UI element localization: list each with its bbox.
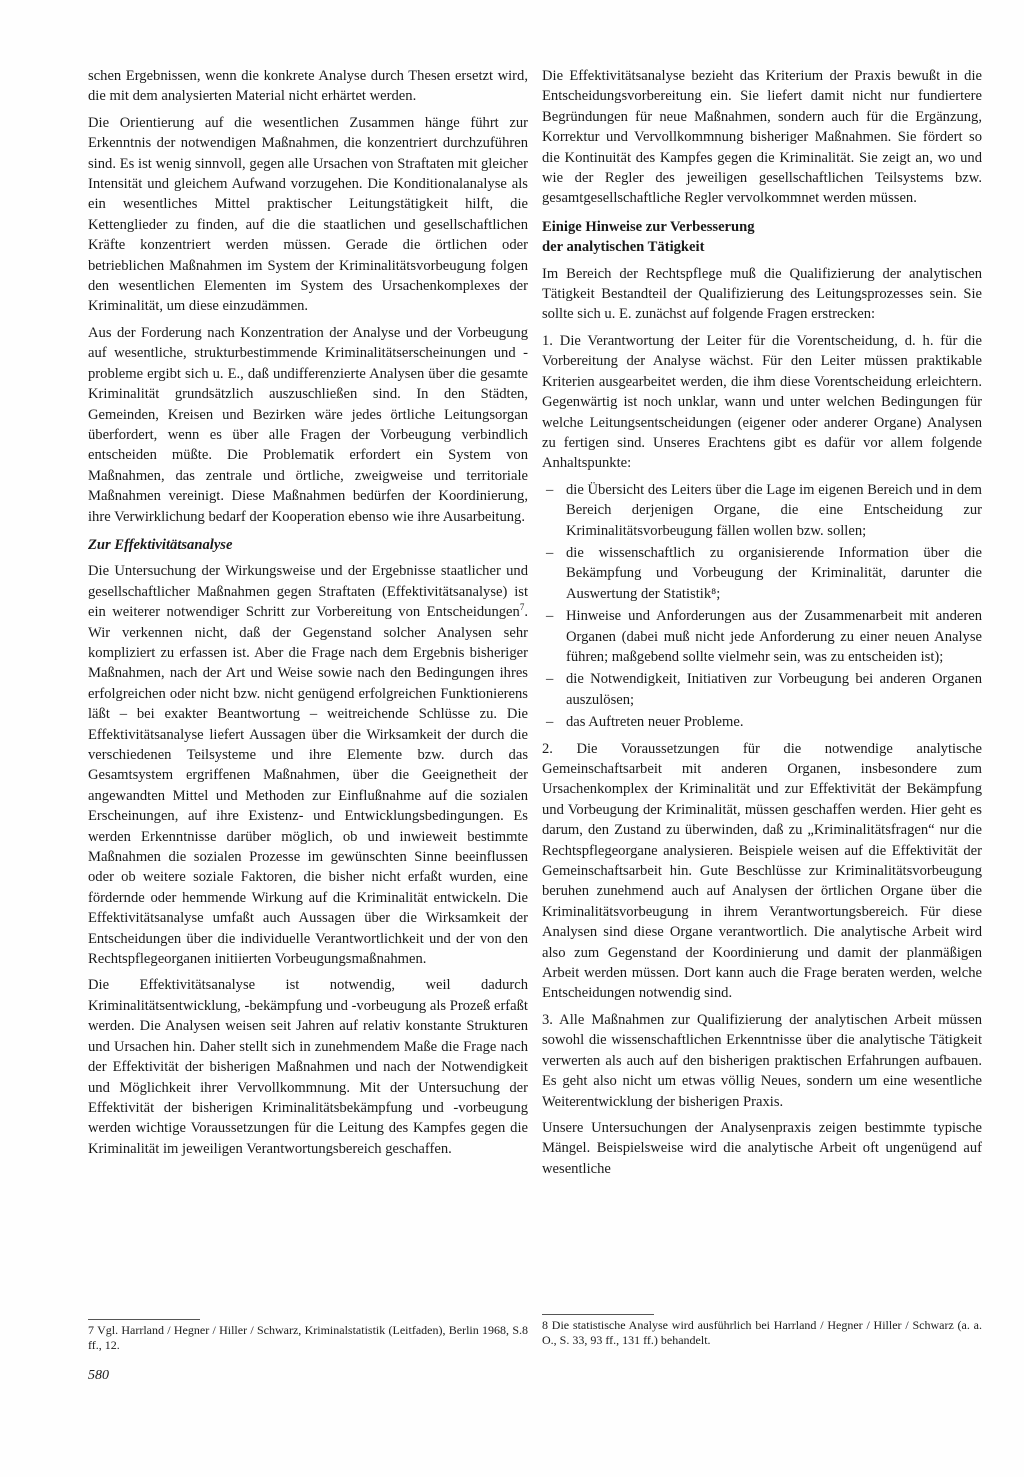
paragraph [88, 561, 528, 969]
list-item: – das Auftreten neuer Probleme. [542, 712, 982, 732]
section-heading [542, 217, 982, 258]
left-column [88, 66, 528, 1165]
list-item: – die wissenschaftlich zu organisierende Information über die Bekämpfung und Vorbeugung der Kriminalität, darunter die Auswertung der Statistik⁸; [542, 543, 982, 604]
paragraph: Im Bereich der Rechtspflege muß die Qualifizierung der analytischen Tätigkeit Bestandteil der Qualifizierung des Leitungsprozesses sein. Sie sollte sich u. E. zunächst auf folgende Fragen erstrecken: [542, 265, 982, 323]
paragraph: Die Orientierung auf die wesentlichen Zusammen hänge führt zur Erkenntnis der notwendigen Maßnahmen, die konzentriert durchzuführen sind. Es ist wenig sinnvoll, gegen alle Ursachen von Straftaten mit gleicher Intensität und gleichem Aufwand vorzugehen. Die Konditionalanalyse als ein wesentliches Mittel praktischer Leitungstätigkeit hilft, die Kettenglieder zu finden, auf die die staatlichen und gesellschaftlichen Kräfte konzentriert werden müssen. Gerade die örtlichen oder betrieblichen Maßnahmen im System der Kriminalitätsvorbeugung folgen den wesentlichen Elementen im System des Ursachenkomplexes der Kriminalität, um diese einzudämmen. [88, 114, 528, 315]
section-heading-line: der analytischen Tätigkeit [542, 239, 705, 256]
paragraph: Die Effektivitätsanalyse ist notwendig, weil dadurch Kriminalitätsentwicklung, -bekämpfung und -vorbeugung als Prozeß erfaßt werden. Die Analysen weisen seit Jahren auf relativ konstante Strukturen und Ursachen hin. Daher stellt sich in zunehmendem Maße die Frage nach der Effektivität der bisherigen Maßnahmen und nach der Notwendigkeit und Möglichkeit ihrer Vervollkommnung. Mit der Untersuchung der Effektivität der bisherigen Kriminalitätsbekämpfung und -vorbeugung werden wichtige Voraussetzungen für die Leitung des Kampfes gegen die Kriminalität im jeweiligen Verantwortungsbereich geschaffen. [88, 977, 528, 1157]
paragraph: 2. Die Voraussetzungen für die notwendige analytische Gemeinschaftsarbeit mit anderen Organen, insbesondere zum Ursachenkomplex der Kriminalität und zur Effektivität der Bekämpfung und Vorbeugung der Kriminalität, müssen geschaffen werden. Hier geht es darum, den Zustand zu überwinden, daß zu „Kriminalitätsfragen“ nur die Rechtspflegeorgane analysieren. Beispiele weisen auf die Effektivität der Gemeinschaftsarbeit hin. Gute Beschlüsse zur Kriminalitätsvorbeugung beruhen zunehmend auch auf Analysen der örtlichen Organe über die Kriminalitätsvorbeugung in ihrem Verantwortungsbereich. Für diese Analysen sind diese Organe verantwortlich. Die analytische Arbeit wird also zum Gegenstand der Koordinierung und damit der planmäßigen Arbeit werden müssen. Dort kann auch die Frage beraten werden, welche Entscheidungen notwendig sind. [542, 740, 982, 1002]
paragraph-text: Die Untersuchung der Wirkungsweise und der Ergebnisse staatlicher und gesellschaftlicher Maßnahmen gegen Straftaten (Effektivitätsanalyse) ist ein weiterer notwendiger Schritt zur Vorbereitung von Entscheidungen [88, 563, 528, 621]
footnote-ref[interactable]: 7 [519, 602, 525, 613]
section-heading: Zur Effektivitätsanalyse [88, 536, 233, 553]
section-heading-line: Einige Hinweise zur Verbesserung [542, 218, 755, 235]
footnote: 7 Vgl. Harrland / Hegner / Hiller / Schwarz, Kriminalstatistik (Leitfaden), Berlin 1968, S.8 ff., 12. [88, 1323, 528, 1352]
paragraph-text: . Wir verkennen nicht, daß der Gegenstand solcher Analysen sehr kompliziert zu erfassen ist. Aber die Frage nach dem Ergebnis bisheriger Maßnahmen, nach der Art und Weise sowie nach den Bedingungen ihres erfolgreichen oder nicht bzw. nicht genügend erfolgreichen Funktionierens läßt – bei exakter Beantwortung – weitreichende Schlüsse zu. Die Effektivitätsanalyse liefert Aussagen über die Wirksamkeit der durch die verschiedenen Teilsysteme und ihre Elemente bzw. durch das Gesamtsystem ergriffenen Maßnahmen, über die Geeignetheit der angewandten Mittel und Methoden zur Einflußnahme auf die sozialen Erscheinungen, auf ihre Existenz- und Entwicklungsbedingungen. Es werden Erkenntnisse darüber möglich, ob und inwieweit bestimmte Maßnahmen die sozialen Prozesse im gewünschten Sinne beeinflussen oder ob weitere soziale Faktoren, die bisher nicht erfaßt wurden, eine fördernde oder hemmende Wirkung auf die Kriminalität entwickeln. Die Effektivitätsanalyse umfaßt auch Aussagen über die Wirksamkeit der Entscheidungen über die individuelle Verantwortlichkeit und der von den Rechtspflegeorganen initiierten Vorbeugungsmaßnahmen. [88, 604, 528, 968]
paragraph: Unsere Untersuchungen der Analysenpraxis zeigen bestimmte typische Mängel. Beispielsweise wird die analytische Arbeit oft ungenügend auf wesentliche [542, 1119, 982, 1177]
list-item: – Hinweise und Anforderungen aus der Zusammenarbeit mit anderen Organen (dabei muß nicht jede Anforderung zu einer neuen Analyse führen; maßgebend sollte vielmehr sein, was zu entscheiden ist); [542, 606, 982, 667]
list-item: – die Übersicht des Leiters über die Lage im eigenen Bereich und in dem Bereich derjenigen Organe, die eine Entscheidung zur Kriminalitätsvorbeugung fällen wollen bzw. sollen; [542, 480, 982, 541]
paragraph: 3. Alle Maßnahmen zur Qualifizierung der analytischen Arbeit müssen sowohl die wissenschaftlichen Erkenntnisse über die analytische Tätigkeit verwerten als auch auf den bisherigen praktischen Erfahrungen aufbauen. Es geht also nicht um etwas völlig Neues, sondern um eine wesentliche Weiterentwicklung der bisherigen Praxis. [542, 1011, 982, 1110]
page-number: 580 [88, 1368, 109, 1383]
paragraph: Aus der Forderung nach Konzentration der Analyse und der Vorbeugung auf wesentliche, strukturbestimmende Kriminalitätserscheinungen und -probleme ergibt sich u. E., daß undifferenzierte Analysen über die gesamte Kriminalität grundsätzlich auszuschließen sind. In den Städten, Gemeinden, Kreisen und Bezirken wäre jedes örtliche Leitungsorgan überfordert, wenn es über alle Fragen der Vorbeugung verbindlich entscheiden müßte. Die Problematik erfordert ein System von Maßnahmen, das zentrale und örtliche, zweigweise und territoriale Maßnahmen vereinigt. Diese Maßnahmen bedürfen der Koordinierung, ihre Verwirklichung bedarf der Kooperation ebenso wie ihre Ausarbeitung. [88, 324, 528, 525]
list-item: – die Notwendigkeit, Initiativen zur Vorbeugung bei anderen Organen auszulösen; [542, 669, 982, 710]
right-column [542, 66, 982, 1185]
paragraph: Die Effektivitätsanalyse bezieht das Kriterium der Praxis bewußt in die Entscheidungsvorbereitung ein. Sie liefert damit nicht nur fundiertere Begründungen für neue Maßnahmen, sondern auch für die Ergänzung, Korrektur und Vervollkommnung bisheriger Maßnahmen. Sie fördert so die Kontinuität des Kampfes gegen die Kriminalität. Sie zeigt an, wo und wie der Regler des jeweiligen gesellschaftlichen Teilsystems bzw. gesamtgesellschaftliche Regler vervolkommnet werden müssen. [542, 68, 982, 207]
paragraph: 1. Die Verantwortung der Leiter für die Vorentscheidung, d. h. für die Vorbereitung der Analyse wächst. Für den Leiter müssen praktikable Kriterien ausgearbeitet werden, die ihm diese Vorentscheidung erleichtern. Gegenwärtig ist noch unklar, wann und unter welchen Bedingungen für welche Leitungsentscheidungen (eigener oder anderer Organe) Analysen zu fertigen sind. Unseres Erachtens gibt es dafür vor allem folgende Anhaltspunkte: [542, 332, 982, 472]
paragraph: schen Ergebnissen, wenn die konkrete Analyse durch Thesen ersetzt wird, die mit dem analysierten Material nicht erhärtet werden. [88, 68, 528, 105]
footnote-rule [542, 1314, 654, 1315]
bullet-list [542, 480, 982, 733]
footnote: 8 Die statistische Analyse wird ausführlich bei Harrland / Hegner / Hiller / Schwarz (a. a. O., S. 33, 93 ff., 131 ff.) behandelt. [542, 1318, 982, 1347]
footnote-rule [88, 1319, 200, 1320]
